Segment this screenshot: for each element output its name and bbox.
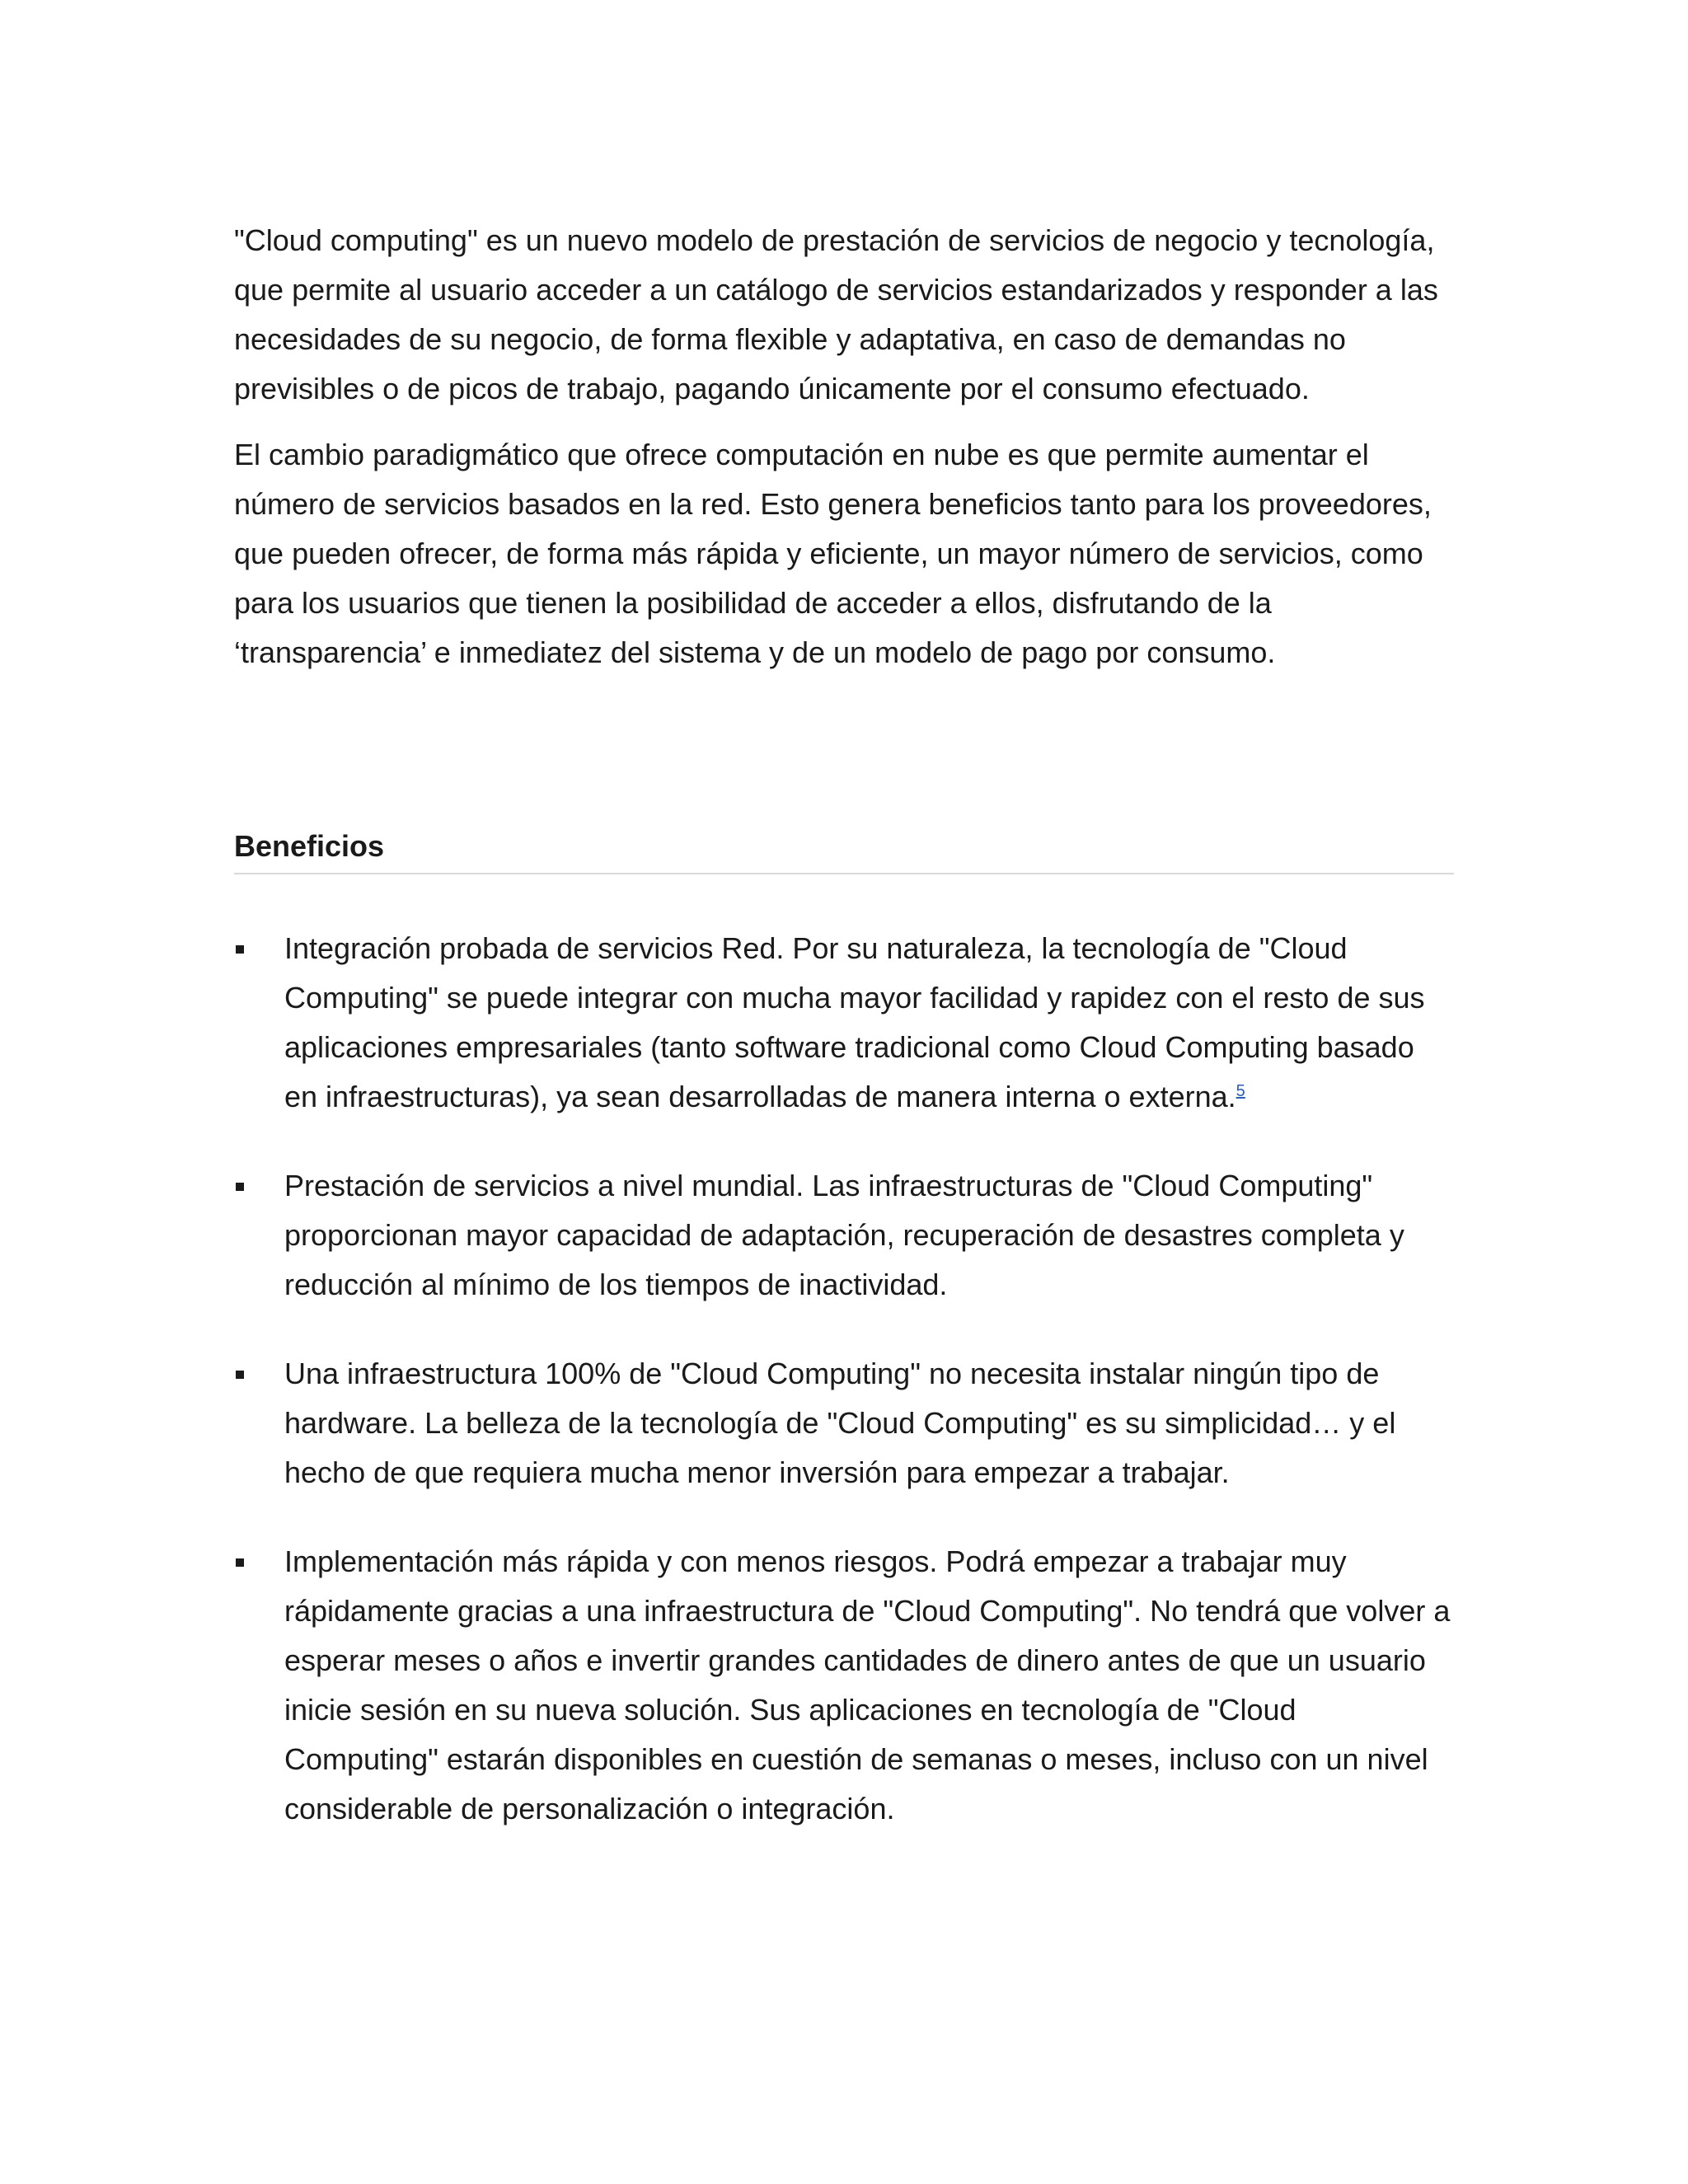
square-bullet-icon — [236, 945, 244, 954]
list-item-text: Una infraestructura 100% de "Cloud Computing" no necesita instalar ningún tipo de hardware. La belleza de la tecnología de "Cloud Computing" es su simplicidad… y el hecho de que requiera mucha menor inversión para empezar a trabajar. — [284, 1357, 1396, 1489]
list-item — [234, 1349, 1454, 1497]
list-item — [234, 924, 1454, 1122]
section-heading: Beneficios — [234, 828, 1454, 874]
square-bullet-icon — [236, 1371, 244, 1379]
square-bullet-icon — [236, 1183, 244, 1191]
list-item-text: Prestación de servicios a nivel mundial. Las infraestructuras de "Cloud Computing" proporcionan mayor capacidad de adaptación, recuperación de desastres completa y reducción al mínimo de los tiempos de inactividad. — [284, 1169, 1404, 1301]
list-item-text: Integración probada de servicios Red. Por su naturaleza, la tecnología de "Cloud Computing" se puede integrar con mucha mayor facilidad y rapidez con el resto de sus aplicaciones empresariales (tanto software tradicional como Cloud Computing basado en infraestructuras), ya sean desarrolladas de manera interna o externa. — [284, 931, 1425, 1113]
list-item — [234, 1161, 1454, 1310]
square-bullet-icon — [236, 1558, 244, 1567]
list-item — [234, 1537, 1454, 1834]
list-item-text: Implementación más rápida y con menos riesgos. Podrá empezar a trabajar muy rápidamente gracias a una infraestructura de "Cloud Computing". No tendrá que volver a esperar meses o años e invertir grandes cantidades de dinero antes de que un usuario inicie sesión en su nueva solución. Sus aplicaciones en tecnología de "Cloud Computing" estarán disponibles en cuestión de semanas o meses, incluso con un nivel considerable de personalización o integración. — [284, 1544, 1451, 1825]
benefits-section — [234, 828, 1454, 1834]
footnote-link[interactable]: 5 — [1236, 1082, 1245, 1100]
document-page — [234, 216, 1454, 1873]
paradigm-paragraph: El cambio paradigmático que ofrece computación en nube es que permite aumentar el número de servicios basados en la red. Esto genera beneficios tanto para los proveedores, que pueden ofrecer, de forma más rápida y eficiente, un mayor número de servicios, como para los usuarios que tienen la posibilidad de acceder a ellos, disfrutando de la ‘transparencia’ e inmediatez del sistema y de un modelo de pago por consumo. — [234, 438, 1432, 669]
benefits-list — [234, 924, 1454, 1834]
intro-paragraph: "Cloud computing" es un nuevo modelo de prestación de servicios de negocio y tecnología, que permite al usuario acceder a un catálogo de servicios estandarizados y responder a las necesidades de su negocio, de forma flexible y adaptativa, en caso de demandas no previsibles o de picos de trabajo, pagando únicamente por el consumo efectuado. — [234, 223, 1438, 405]
